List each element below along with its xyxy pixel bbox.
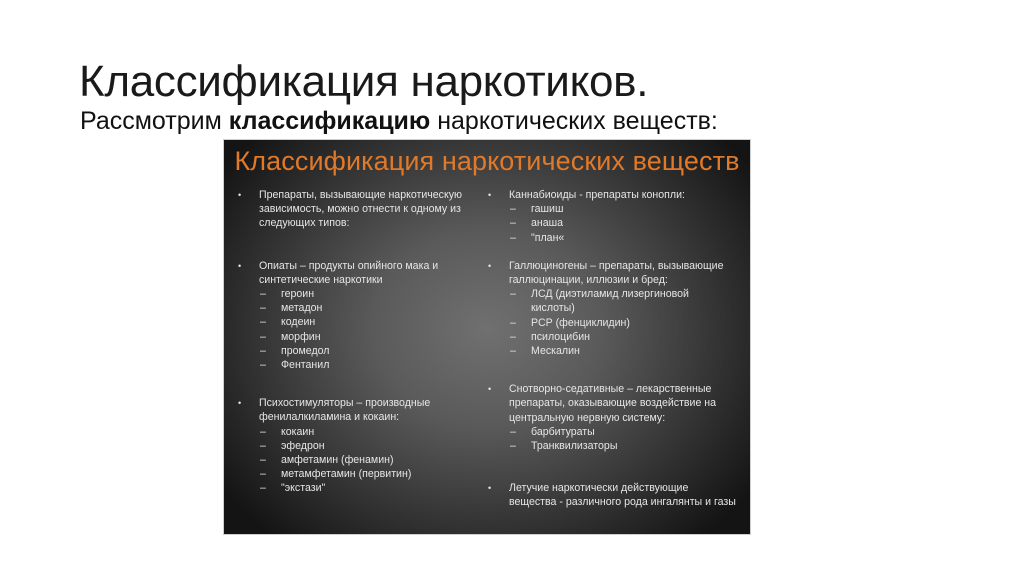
dash-icon: – bbox=[260, 330, 266, 343]
subitem: – РСР (фенциклидин) bbox=[510, 316, 630, 329]
subitem: – промедол bbox=[260, 344, 330, 357]
item-line: зависимость, можно отнести к одному из bbox=[259, 203, 461, 216]
subtitle-bold-term: классификацию bbox=[228, 107, 431, 135]
slide-subtitle bbox=[80, 106, 718, 136]
subitem: – эфедрон bbox=[260, 439, 325, 452]
item-line: Препараты, вызывающие наркотическую bbox=[259, 189, 462, 201]
dash-icon: – bbox=[510, 330, 516, 343]
subitem: – героин bbox=[260, 288, 315, 301]
dash-icon: – bbox=[260, 425, 266, 438]
dash-icon: – bbox=[510, 316, 516, 329]
item-line: синтетические наркотики bbox=[259, 273, 383, 286]
dash-icon: – bbox=[260, 359, 266, 372]
subitem: – ЛСД (диэтиламид лизергиновой bbox=[510, 288, 689, 301]
bullet-icon: • bbox=[238, 190, 242, 200]
subitem: – псилоцибин bbox=[510, 330, 590, 343]
dash-icon: – bbox=[260, 454, 266, 467]
subitem: – барбитураты bbox=[510, 425, 595, 438]
subtitle-suffix: наркотических веществ: bbox=[430, 107, 718, 135]
subitem: – Транквилизаторы bbox=[510, 440, 618, 453]
subitem: – "экстази" bbox=[260, 482, 326, 495]
classification-image bbox=[224, 140, 750, 534]
dash-icon: – bbox=[260, 302, 266, 315]
subitem: – Фентанил bbox=[260, 359, 330, 372]
dash-icon: – bbox=[260, 482, 266, 495]
category-cannabinoids bbox=[484, 188, 746, 202]
subitem: – "план« bbox=[510, 231, 565, 244]
category-psychostimulants bbox=[234, 396, 482, 424]
dash-icon: – bbox=[260, 316, 266, 329]
left-column bbox=[234, 188, 482, 496]
bullet-icon: • bbox=[238, 398, 242, 409]
dash-icon: – bbox=[260, 468, 266, 481]
item-line: Опиаты – продукты опийного мака и bbox=[259, 259, 439, 272]
item-line: галлюцинации, иллюзии и бред: bbox=[509, 274, 668, 287]
item-line: вещества - различного рода ингалянты и газы bbox=[509, 496, 736, 509]
item-line: следующих типов: bbox=[259, 217, 350, 230]
subitem: – кокаин bbox=[260, 425, 315, 438]
bullet-icon: • bbox=[488, 483, 492, 494]
subitem-continuation: кислоты) bbox=[531, 302, 575, 315]
dash-icon: – bbox=[510, 345, 516, 358]
category-inhalants bbox=[484, 481, 746, 509]
dash-icon: – bbox=[510, 440, 516, 453]
dash-icon: – bbox=[260, 288, 266, 301]
dash-icon: – bbox=[510, 231, 516, 244]
subitem: – Мескалин bbox=[510, 345, 580, 358]
item-line: Психостимуляторы – производные bbox=[259, 397, 431, 410]
item-line: Летучие наркотически действующие bbox=[509, 482, 689, 495]
dash-icon: – bbox=[510, 425, 516, 438]
dash-icon: – bbox=[260, 344, 266, 357]
subitem: – анаша bbox=[510, 217, 564, 230]
item-line: фенилалкиламина и кокаин: bbox=[259, 411, 400, 424]
subitem: – морфин bbox=[260, 330, 321, 343]
category-hallucinogens bbox=[484, 259, 746, 287]
subitem: – амфетамин (фенамин) bbox=[260, 454, 394, 467]
subitem: – метадон bbox=[260, 302, 323, 315]
slide-title: Классификация наркотиков. bbox=[79, 57, 649, 106]
item-line: Снотворно-седативные – лекарственные bbox=[509, 383, 712, 396]
dash-icon: – bbox=[510, 203, 516, 216]
figure-title: Классификация наркотических веществ bbox=[234, 146, 740, 176]
dash-icon: – bbox=[260, 439, 266, 452]
subitem: – гашиш bbox=[510, 203, 564, 216]
item-line: Каннабиоиды - препараты конопли: bbox=[509, 189, 685, 201]
bullet-icon: • bbox=[488, 260, 492, 271]
category-opiates bbox=[234, 259, 482, 287]
bullet-icon: • bbox=[488, 384, 492, 395]
subitem: – метамфетамин (первитин) bbox=[260, 468, 412, 481]
subitem: – кодеин bbox=[260, 316, 316, 329]
item-line: Галлюциногены – препараты, вызывающие bbox=[509, 259, 724, 272]
item-line: препараты, оказывающие воздействие на bbox=[509, 397, 717, 410]
category-sedatives bbox=[484, 382, 746, 425]
item-line: центральную нервную систему: bbox=[509, 411, 666, 424]
right-column bbox=[484, 188, 746, 510]
bullet-icon: • bbox=[488, 190, 492, 200]
category-intro bbox=[234, 188, 482, 231]
dash-icon: – bbox=[510, 288, 516, 301]
subtitle-prefix: Рассмотрим bbox=[80, 107, 229, 135]
dash-icon: – bbox=[510, 217, 516, 230]
bullet-icon: • bbox=[238, 260, 242, 271]
